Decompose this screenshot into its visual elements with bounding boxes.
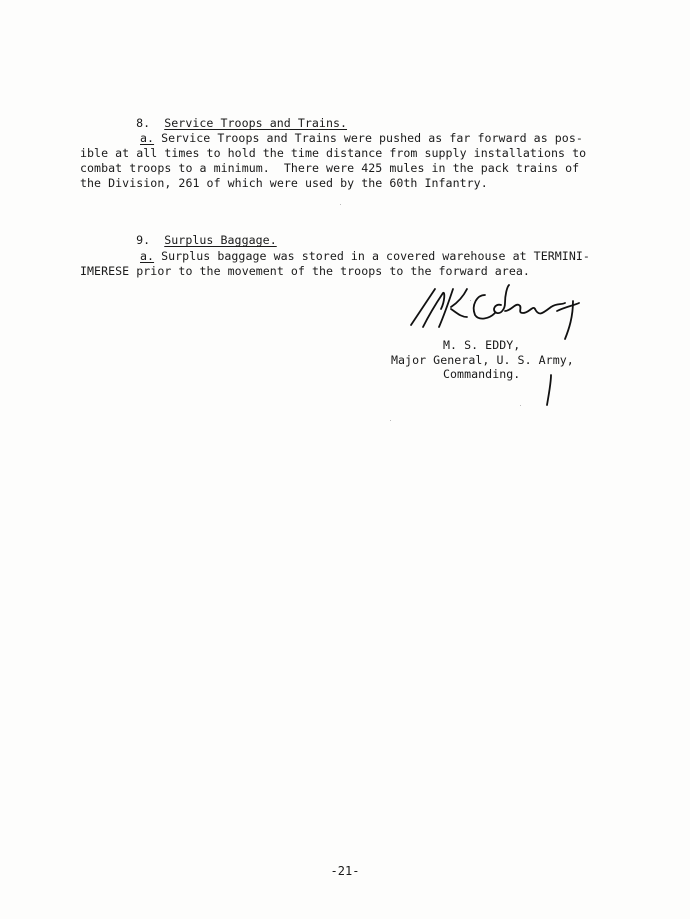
section-8-paragraph-line-2: ible at all times to hold the time distance from supply installations to xyxy=(80,146,587,160)
page-number: -21- xyxy=(330,864,360,878)
scan-speck xyxy=(520,405,521,406)
section-8-paragraph-line-1 xyxy=(140,131,583,146)
scan-speck xyxy=(470,300,471,301)
signer-role: Commanding. xyxy=(443,367,521,381)
section-9-title: Surplus Baggage. xyxy=(164,233,277,248)
section-8-title: Service Troops and Trains. xyxy=(164,116,348,131)
signer-name: M. S. EDDY, xyxy=(443,338,521,352)
section-9-paragraph-line-2: IMERESE prior to the movement of the troops to the forward area. xyxy=(80,264,530,278)
signer-rank: Major General, U. S. Army, xyxy=(391,353,574,367)
section-9-number: 9. xyxy=(136,233,151,248)
section-9-paragraph-line-1 xyxy=(140,249,590,264)
section-9-para-letter: a. xyxy=(140,249,155,263)
section-9-para-first: Surplus baggage was stored in a covered warehouse at TERMINI- xyxy=(154,249,590,263)
section-8-paragraph-line-3: combat troops to a minimum. There were 425 mules in the pack trains of xyxy=(80,161,580,175)
section-8-para-letter: a. xyxy=(140,131,155,145)
section-8-para-first: Service Troops and Trains were pushed as far forward as pos- xyxy=(154,131,583,145)
scan-speck xyxy=(390,420,391,421)
section-8-number: 8. xyxy=(136,116,151,131)
scan-speck xyxy=(340,204,341,205)
section-8-paragraph-line-4: the Division, 261 of which were used by the 60th Infantry. xyxy=(80,176,488,190)
